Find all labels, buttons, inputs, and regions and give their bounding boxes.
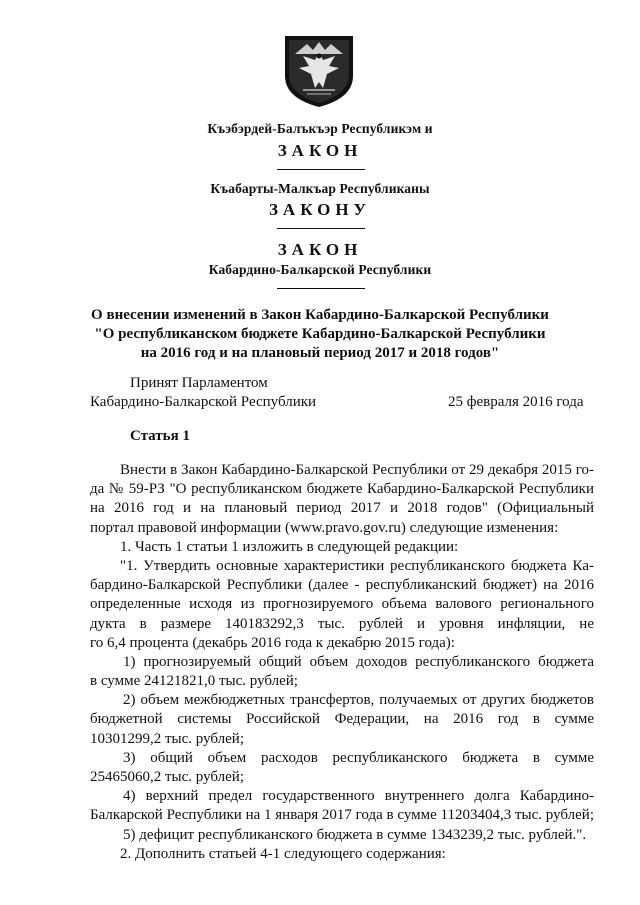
text-line: 1) прогнозируемый общий объем доходов республиканского бюджета [123,653,594,670]
kabardian-republic-name: Къэбэрдей-Балъкъэр Республикэм и [207,121,433,136]
coat-of-arms-icon [283,32,355,108]
law-title-line: на 2016 год и на плановый период 2017 и 2018 годов" [140,345,500,361]
text-line: определенные исходя из прогнозируемого объема валового регионального [90,596,594,613]
adoption-date: 25 февраля 2016 года [448,394,584,410]
text-line: 1. Часть 1 статьи 1 изложить в следующей редакции: [120,538,459,555]
text-line: Балкарской Республики на 1 января 2017 года в сумме 11203404,3 тыс. рублей; [90,807,594,824]
text-line: бардино-Балкарской Республики (далее - республиканский бюджет) на 2016 [90,577,594,594]
text-line: дукта в размере 140183292,3 тыс. рублей и уровня инфляции, не [90,615,594,632]
text-line: 3) общий объем расходов республиканского бюджета в сумме [123,749,594,766]
adopted-by-parliament: Принят Парламентом [130,375,268,391]
text-line: 10301299,2 тыс. рублей; [90,730,244,747]
russian-republic-name: Кабардино-Балкарской Республики [208,262,432,277]
balkar-law-heading: ЗАКОНУ [268,200,372,219]
text-line: 2) объем межбюджетных трансфертов, получаемых от других бюджетов [123,692,594,709]
divider [277,288,365,289]
text-line: бюджетной системы Российской Федерации, на 2016 год в сумме [90,711,594,728]
article-heading: Статья 1 [130,428,190,444]
law-title [0,306,640,363]
divider [277,169,365,170]
text-line: 5) дефицит республиканского бюджета в сумме 1343239,2 тыс. рублей.". [123,826,587,843]
text-line: Внести в Закон Кабардино-Балкарской Республики от 29 декабря 2015 го- [120,462,594,478]
text-line: 2. Дополнить статьей 4-1 следующего содержания: [120,845,446,862]
article-body [90,461,594,864]
text-line: го 6,4 процента (декабрь 2016 года к декабрю 2015 года): [90,634,455,651]
law-title-line: "О республиканском бюджете Кабардино-Балкарской Республики [94,326,546,342]
kabardian-law-heading: ЗАКОН [277,141,363,160]
divider [277,228,365,229]
balkar-republic-name: Къабарты-Малкъар Республиканы [210,181,430,196]
adopting-republic: Кабардино-Балкарской Республики [90,394,317,410]
text-line: 4) верхний предел государственного внутреннего долга Кабардино- [123,788,594,805]
text-line: 25465060,2 тыс. рублей; [90,769,244,785]
text-line: да № 59-РЗ "О республиканском бюджете Кабардино-Балкарской Республики [90,481,594,498]
text-line: "1. Утвердить основные характеристики республиканского бюджета Ка- [120,557,594,574]
russian-law-heading: ЗАКОН [277,240,363,259]
text-line: в сумме 24121821,0 тыс. рублей; [90,673,298,690]
text-line: портал правовой информации (www.pravo.gov.ru) следующие изменения: [90,519,559,536]
text-line: на 2016 год и на плановый период 2017 и 2018 годов" (Официальный [90,500,594,517]
law-title-line: О внесении изменений в Закон Кабардино-Балкарской Республики [91,307,549,323]
